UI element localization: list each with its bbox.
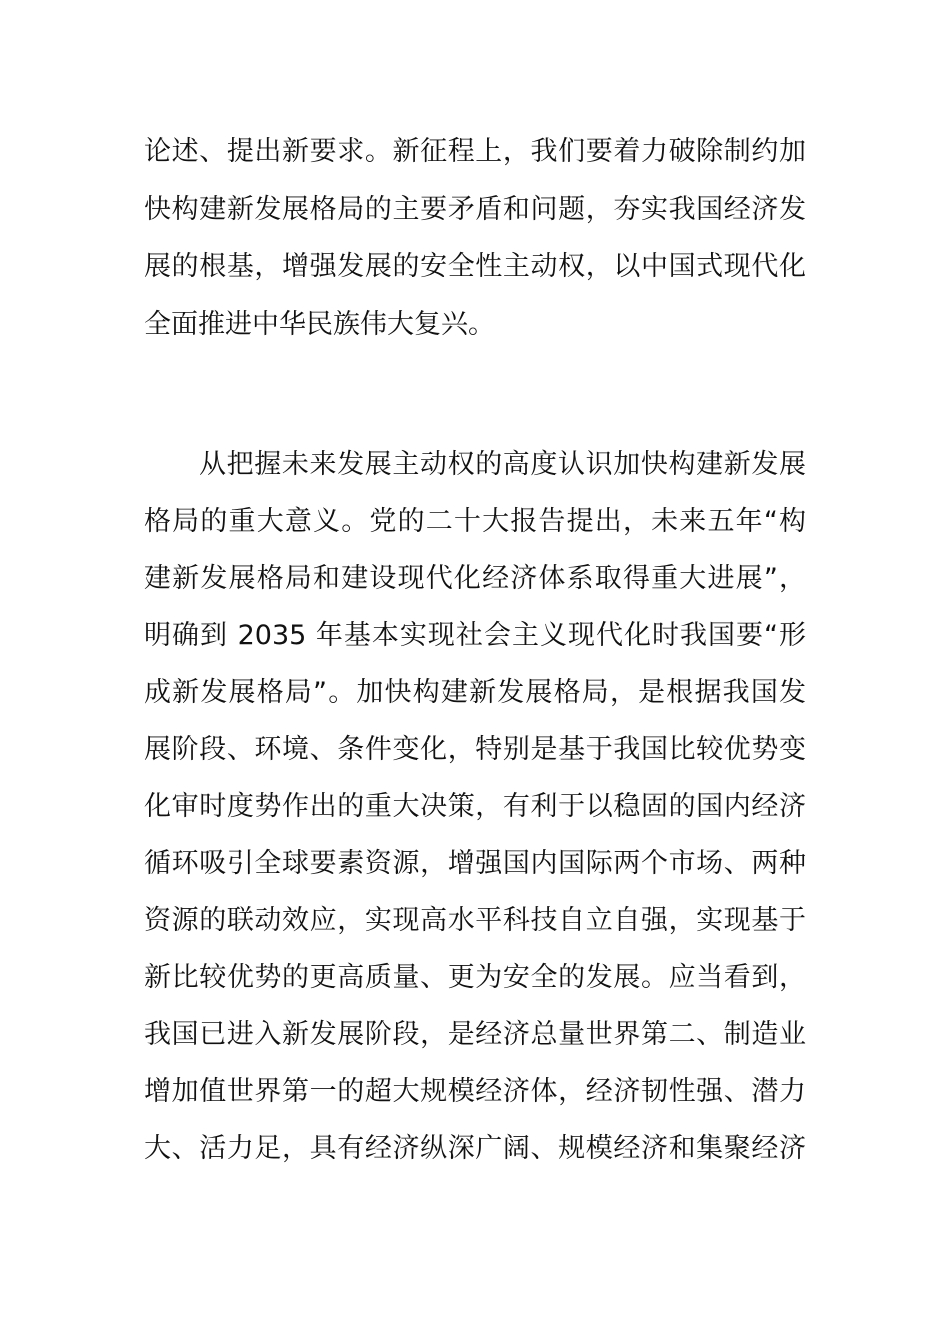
text-line: 全面推进中华民族伟大复兴。 xyxy=(144,309,495,340)
text-line: 快构建新发展格局的主要矛盾和问题，夯实我国经济发 xyxy=(144,194,806,225)
text-line: 我国已进入新发展阶段，是经济总量世界第二、制造业 xyxy=(144,1019,806,1050)
text-line: 资源的联动效应，实现高水平科技自立自强，实现基于 xyxy=(144,905,806,936)
text-line: 大、活力足，具有经济纵深广阔、规模经济和集聚经济 xyxy=(144,1133,806,1164)
text-line: 新比较优势的更高质量、更为安全的发展。应当看到， xyxy=(144,962,806,993)
text-line: 成新发展格局”。加快构建新发展格局，是根据我国发 xyxy=(144,677,806,708)
text-line: 论述、提出新要求。新征程上，我们要着力破除制约加 xyxy=(144,136,806,167)
text-line: 循环吸引全球要素资源，增强国内国际两个市场、两种 xyxy=(144,848,806,879)
text-line: 格局的重大意义。党的二十大报告提出，未来五年“构 xyxy=(144,506,806,537)
text-line: 建新发展格局和建设现代化经济体系取得重大进展”， xyxy=(144,563,806,594)
text-line: 从把握未来发展主动权的高度认识加快构建新发展 xyxy=(199,449,806,480)
text-line: 展阶段、环境、条件变化，特别是基于我国比较优势变 xyxy=(144,734,806,765)
text-line: 明确到 2035 年基本实现社会主义现代化时我国要“形 xyxy=(144,620,806,651)
text-line: 展的根基，增强发展的安全性主动权，以中国式现代化 xyxy=(144,251,806,282)
text-line: 化审时度势作出的重大决策，有利于以稳固的国内经济 xyxy=(144,791,806,822)
text-line: 增加值世界第一的超大规模经济体，经济韧性强、潜力 xyxy=(144,1076,806,1107)
